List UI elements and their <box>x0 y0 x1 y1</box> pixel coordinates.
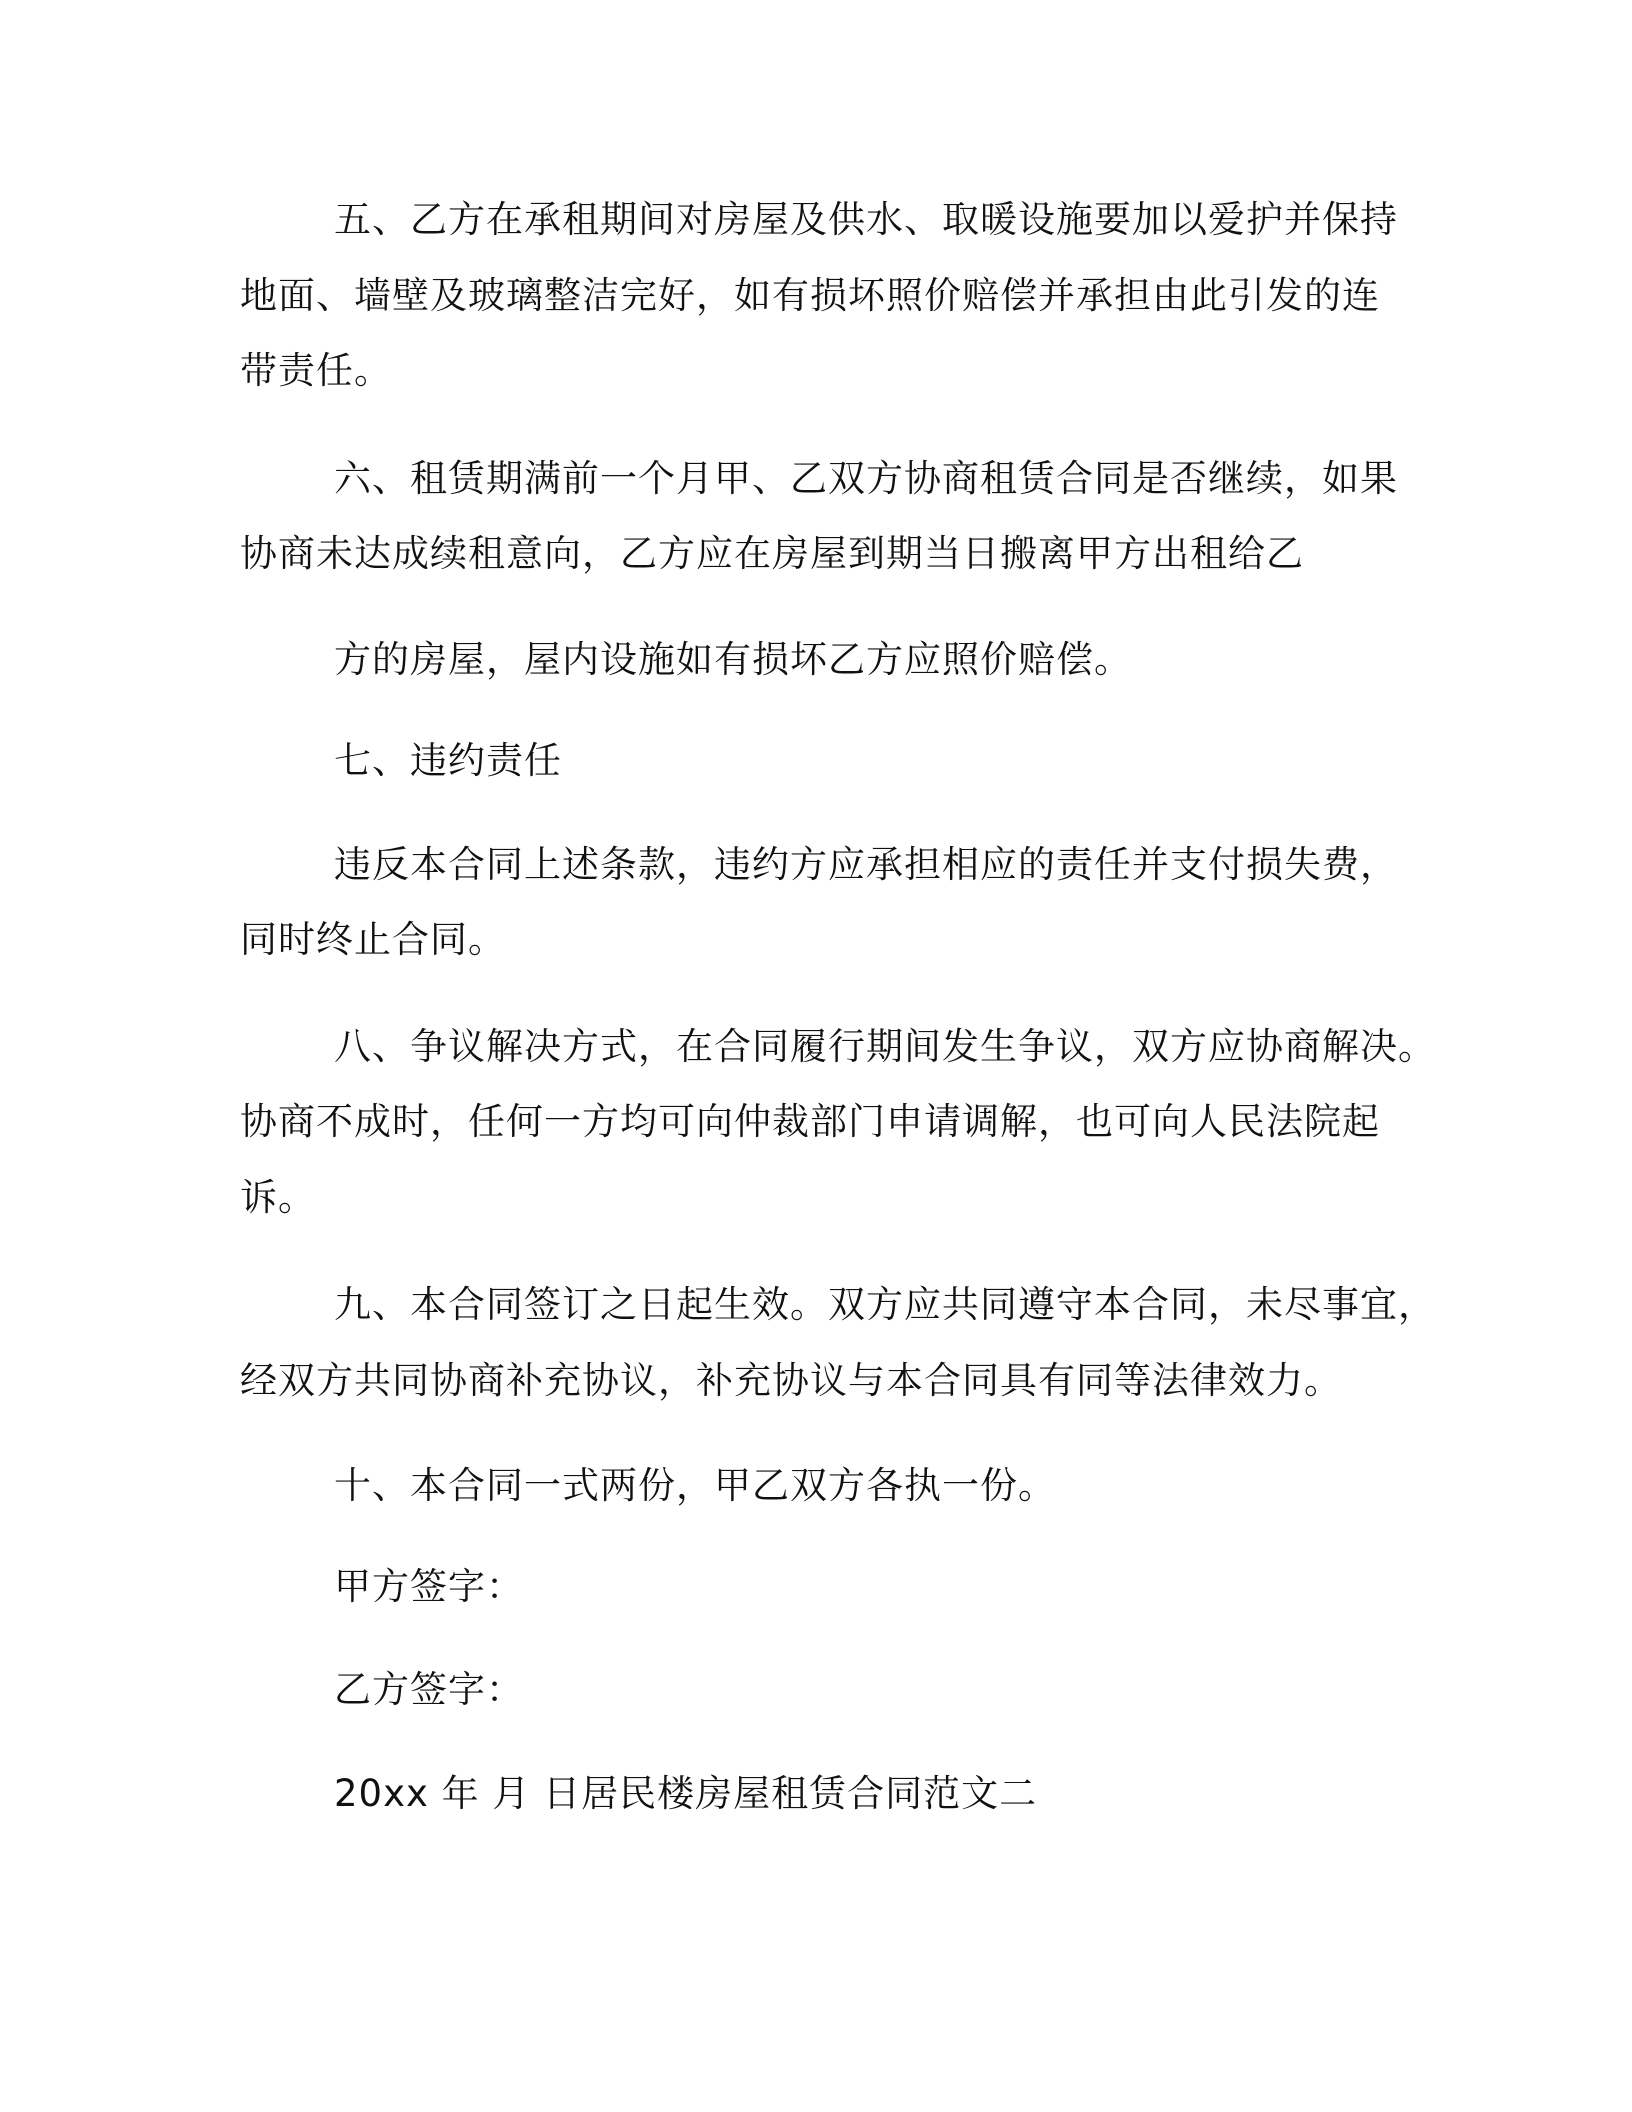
party-a-signature: 甲方签字： <box>334 1565 524 1608</box>
clause-8-line-3: 诉。 <box>240 1176 316 1219</box>
clause-6-line-3: 方的房屋，屋内设施如有损坏乙方应照价赔偿。 <box>334 638 1132 681</box>
clause-6-line-2: 协商未达成续租意向，乙方应在房屋到期当日搬离甲方出租给乙 <box>240 532 1304 575</box>
clause-5-line-1: 五、乙方在承租期间对房屋及供水、取暖设施要加以爱护并保持 <box>334 198 1398 241</box>
clause-5-line-2: 地面、墙壁及玻璃整洁完好，如有损坏照价赔偿并承担由此引发的连 <box>240 274 1380 317</box>
clause-7-line-2: 同时终止合同。 <box>240 918 506 961</box>
clause-9-line-2: 经双方共同协商补充协议，补充协议与本合同具有同等法律效力。 <box>240 1359 1342 1402</box>
clause-8-line-1: 八、争议解决方式，在合同履行期间发生争议，双方应协商解决。 <box>334 1025 1436 1068</box>
clause-9-line-1: 九、本合同签订之日起生效。双方应共同遵守本合同，未尽事宜， <box>334 1283 1436 1326</box>
clause-7-line-1: 违反本合同上述条款，违约方应承担相应的责任并支付损失费， <box>334 843 1398 886</box>
party-b-signature: 乙方签字： <box>334 1668 524 1711</box>
date-and-next-title: 20xx 年 月 日居民楼房屋租赁合同范文二 <box>334 1772 1038 1815</box>
clause-5-line-3: 带责任。 <box>240 349 392 392</box>
clause-10: 十、本合同一式两份，甲乙双方各执一份。 <box>334 1464 1056 1507</box>
clause-6-line-1: 六、租赁期满前一个月甲、乙双方协商租赁合同是否继续，如果 <box>334 457 1398 500</box>
clause-7-heading: 七、违约责任 <box>334 739 562 782</box>
clause-8-line-2: 协商不成时，任何一方均可向仲裁部门申请调解，也可向人民法院起 <box>240 1100 1380 1143</box>
